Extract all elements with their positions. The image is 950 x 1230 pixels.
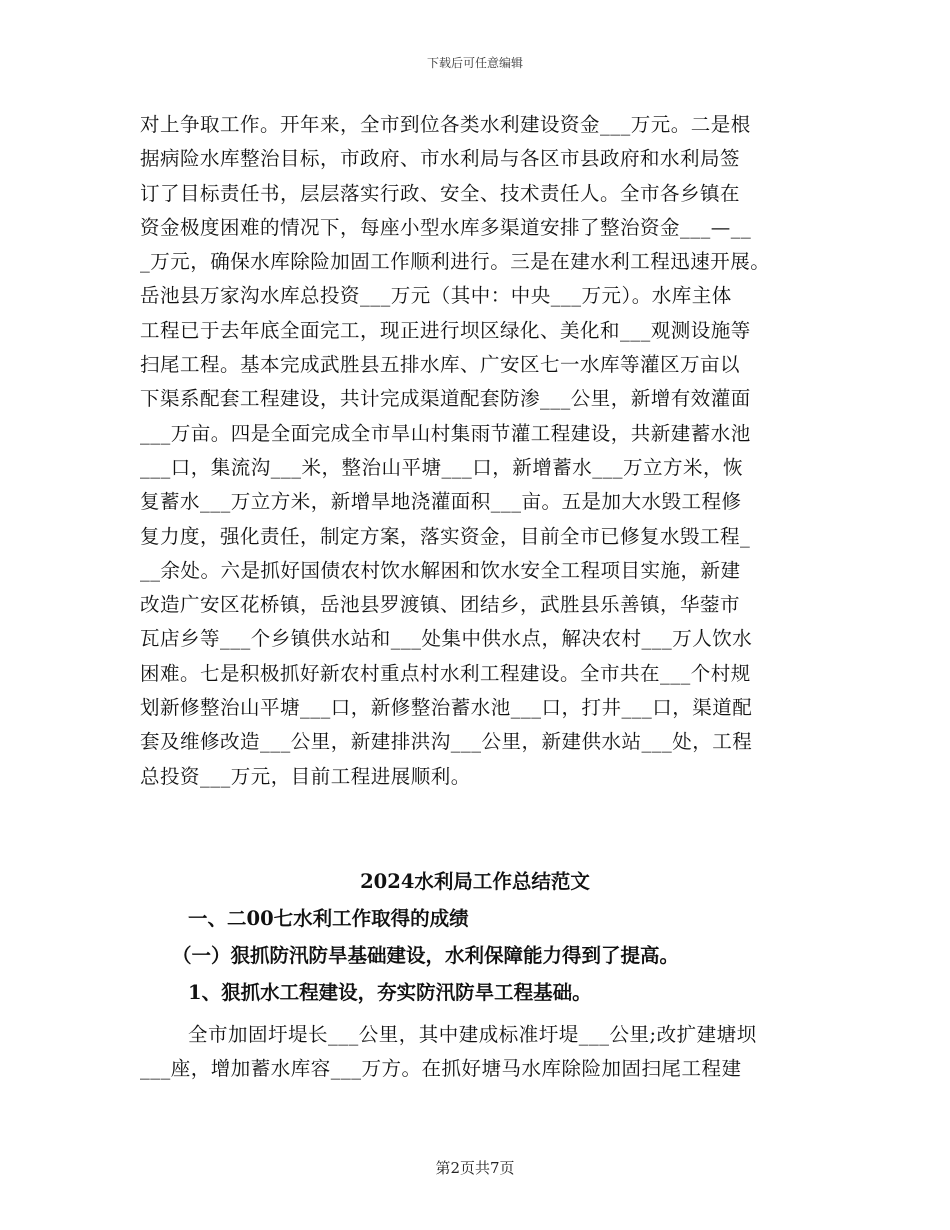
body-line: 复蓄水___万立方米，新增旱地浇灌面积___亩。五是加大水毁工程修 [140, 490, 742, 514]
body-line: 据病险水库整治目标，市政府、市水利局与各区市县政府和水利局签 [140, 147, 741, 171]
page-header: 下载后可任意编辑 [426, 56, 523, 70]
body-line: 资金极度困难的情况下，每座小型水库多渠道安排了整治资金___—__ [140, 215, 752, 239]
section-heading-3: 1、狠抓水工程建设，夯实防汛防旱工程基础。 [188, 981, 592, 1004]
paragraph-line: 全市加固圩堤长___公里，其中建成标准圩堤___公里;改扩建塘坝 [188, 1023, 757, 1046]
body-line: 岳池县万家沟水库总投资___万元（其中：中央___万元）。水库主体 [140, 284, 732, 308]
body-line: 总投资___万元，目前工程进展顺利。 [140, 764, 471, 788]
body-line: 对上争取工作。开年来，全市到位各类水利建设资金___万元。二是根 [140, 113, 751, 136]
body-line: 套及维修改造___公里，新建排洪沟___公里，新建供水站___处，工程 [140, 730, 753, 754]
body-text [140, 108, 810, 794]
section-heading-1: 一、二00七水利工作取得的成绩 [188, 907, 469, 930]
document-title: 2024水利局工作总结范文 [360, 870, 590, 893]
body-line: 扫尾工程。基本完成武胜县五排水库、广安区七一水库等灌区万亩以 [140, 353, 741, 377]
body-line: _万元，确保水库除险加固工作顺利进行。三是在建水利工程迅速开展。 [140, 250, 771, 274]
body-line: ___万亩。四是全面完成全市旱山村集雨节灌工程建设，共新建蓄水池 [140, 421, 751, 445]
body-line: 瓦店乡等___个乡镇供水站和___处集中供水点，解决农村___万人饮水 [140, 627, 753, 651]
body-line: 困难。七是积极抓好新农村重点村水利工程建设。全市共在___个村规 [140, 661, 751, 685]
section-heading-2: （一）狠抓防汛防旱基础建设，水利保障能力得到了提高。 [172, 944, 680, 967]
body-line: __余处。六是抓好国债农村饮水解困和饮水安全工程项目实施，新建 [140, 558, 741, 582]
body-line: 复力度，强化责任，制定方案，落实资金，目前全市已修复水毁工程_ [140, 524, 751, 548]
body-line: ___口，集流沟___米，整治山平塘___口，新增蓄水___万立方米，恢 [140, 455, 744, 479]
body-line: 工程已于去年底全面完工，现正进行坝区绿化、美化和___观测设施等 [140, 318, 751, 342]
body-line: 划新修整治山平塘___口，新修整治蓄水池___口，打井___口，渠道配 [140, 696, 753, 720]
body-line: 订了目标责任书，层层落实行政、安全、技术责任人。全市各乡镇在 [140, 181, 741, 205]
body-line: 下渠系配套工程建设，共计完成渠道配套防渗___公里，新增有效灌面 [140, 387, 751, 411]
body-line: 改造广安区花桥镇，岳池县罗渡镇、团结乡，武胜县乐善镇，华蓥市 [140, 593, 741, 617]
paragraph-line: ___座，增加蓄水库容___万方。在抓好塘马水库除险加固扫尾工程建 [140, 1057, 742, 1081]
section-paragraph [140, 1018, 830, 1087]
page-number: 第2页共7页 [435, 1159, 515, 1177]
